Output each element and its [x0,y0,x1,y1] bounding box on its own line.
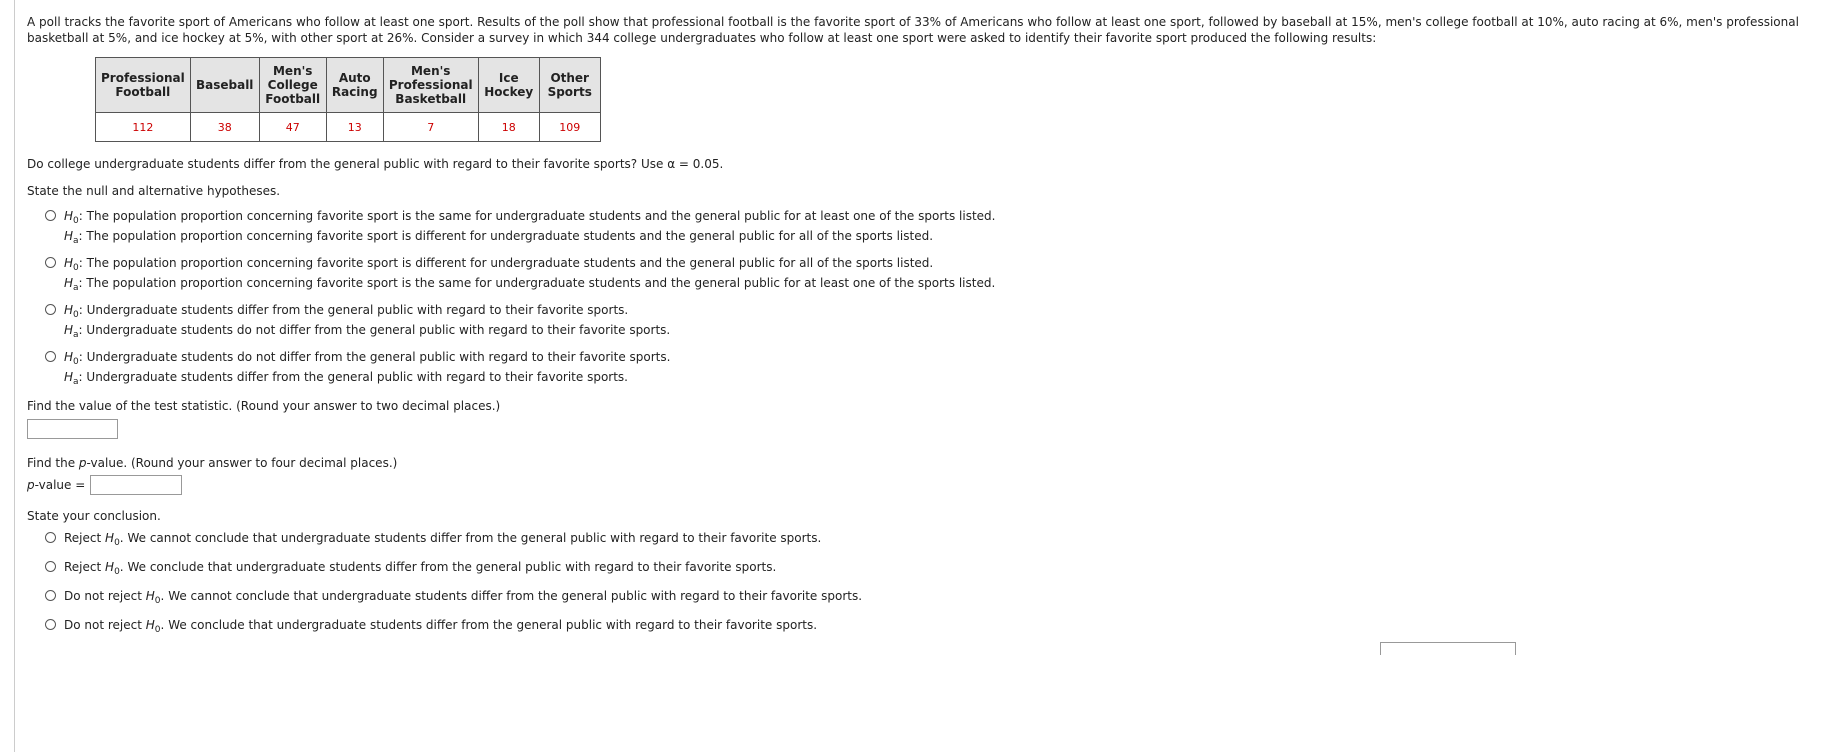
conclusion-option-3[interactable]: Do not reject $H_0$. We cannot conclude that undergraduate students differ from the general public with regard to their favorite sports. [45,588,1807,604]
value-professional-football: 112 [96,113,191,142]
value-mens-college-football: 47 [259,113,326,142]
header-baseball: Baseball [190,58,259,113]
hypothesis-option-2[interactable]: $H_0$: The population proportion concerning favorite sport is different for undergraduate students and the general public for all of the sports listed. $H_a$: The population proportion concerning favorite sport is the same for undergraduate students and the general public for at least one of the sports listed. [45,253,1807,293]
question-content [27,14,1807,633]
h0-text: The population proportion concerning favorite sport is different for undergraduate students and the general public for all of the sports listed. [86,256,934,270]
radio-button[interactable] [45,257,56,268]
pvalue-prompt: Find the p-value. (Round your answer to four decimal places.) [27,456,398,470]
ha-text: Undergraduate students do not differ from the general public with regard to their favorite sports. [86,323,671,337]
value-ice-hockey: 18 [478,113,539,142]
conclusion-option-4[interactable]: Do not reject $H_0$. We conclude that undergraduate students differ from the general public with regard to their favorite sports. [45,617,1807,633]
radio-button[interactable] [45,619,56,630]
radio-button[interactable] [45,590,56,601]
header-mens-pro-basketball: Men's Professional Basketball [383,58,478,113]
header-professional-football: Professional Football [96,58,191,113]
radio-button[interactable] [45,304,56,315]
conclusion-option-1[interactable]: Reject $H_0$. We cannot conclude that undergraduate students differ from the general public with regard to their favorite sports. [45,530,1807,546]
conclusion-options [45,530,1807,633]
hypotheses-options [45,206,1807,387]
pvalue-row [27,475,1807,495]
radio-button[interactable] [45,351,56,362]
test-statistic-prompt: Find the value of the test statistic. (Round your answer to two decimal places.) [27,399,501,413]
value-other-sports: 109 [539,113,600,142]
hypothesis-option-1[interactable]: $H_0$: The population proportion concerning favorite sport is the same for undergraduate students and the general public for at least one of the sports listed. $H_a$: The population proportion concerning favorite sport is different for undergraduate students and the general public for all of the sports listed. [45,206,1807,246]
value-auto-racing: 13 [326,113,383,142]
pvalue-input[interactable] [90,475,182,495]
h0-text: The population proportion concerning favorite sport is the same for undergraduate students and the general public for at least one of the sports listed. [86,209,996,223]
h0-text: Undergraduate students differ from the general public with regard to their favorite sports. [86,303,629,317]
value-mens-pro-basketball: 7 [383,113,478,142]
hypothesis-option-3[interactable]: $H_0$: Undergraduate students differ from the general public with regard to their favorite sports. $H_a$: Undergraduate students do not differ from the general public with regard to their favorite sports. [45,300,1807,340]
ha-text: The population proportion concerning favorite sport is the same for undergraduate students and the general public for at least one of the sports listed. [86,276,996,290]
bottom-input-box[interactable] [1380,642,1516,655]
header-ice-hockey: Ice Hockey [478,58,539,113]
hypotheses-prompt: State the null and alternative hypotheses. [27,184,281,198]
poll-results-table [95,57,601,142]
table-value-row [96,113,601,142]
pvalue-label: p-value = [27,478,86,492]
hypothesis-option-4[interactable]: $H_0$: Undergraduate students do not differ from the general public with regard to their favorite sports. $H_a$: Undergraduate students differ from the general public with regard to their favorite sports. [45,347,1807,387]
ha-text: The population proportion concerning favorite sport is different for undergraduate students and the general public for all of the sports listed. [86,229,934,243]
header-mens-college-football: Men's College Football [259,58,326,113]
header-auto-racing: Auto Racing [326,58,383,113]
intro-paragraph: A poll tracks the favorite sport of Americans who follow at least one sport. Results of the poll show that professional football is the favorite sport of 33% of Americans who follow at least one sport, followed by baseball at 15%, men's college football at 10%, auto racing at 6%, men's professional basketball at 5%, and ice hockey at 5%, with other sport at 26%. Consider a survey in which 344 college undergraduates who follow at least one sport were asked to identify their favorite sport produced the following results: [27,15,1799,45]
ha-text: Undergraduate students differ from the general public with regard to their favorite sports. [86,370,628,384]
radio-button[interactable] [45,532,56,543]
conclusion-option-2[interactable]: Reject $H_0$. We conclude that undergraduate students differ from the general public with regard to their favorite sports. [45,559,1807,575]
value-baseball: 38 [190,113,259,142]
header-other-sports: Other Sports [539,58,600,113]
left-border [14,0,15,752]
table-header-row [96,58,601,113]
test-statistic-input[interactable] [27,419,118,439]
question-text: Do college undergraduate students differ from the general public with regard to their favorite sports? Use α = 0.05. [27,157,724,171]
radio-button[interactable] [45,210,56,221]
radio-button[interactable] [45,561,56,572]
conclusion-prompt: State your conclusion. [27,509,161,523]
h0-text: Undergraduate students do not differ from the general public with regard to their favorite sports. [86,350,671,364]
